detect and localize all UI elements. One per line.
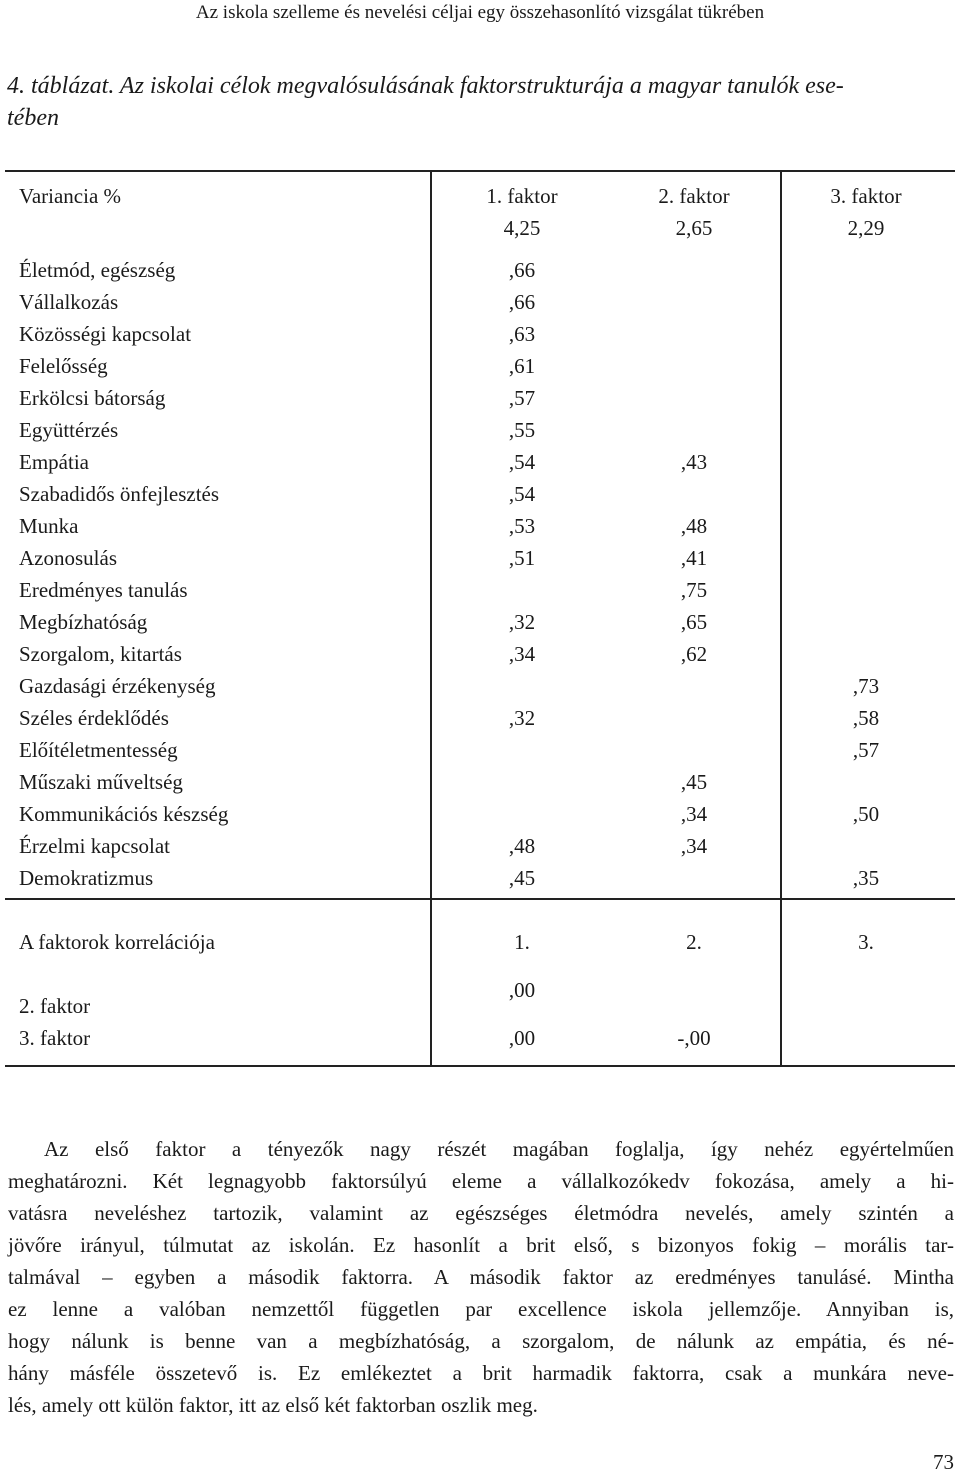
variance-label: Variancia % xyxy=(19,184,122,208)
correlation-row-label: 2. faktor xyxy=(19,994,91,1018)
loading-f3: ,57 xyxy=(852,738,880,762)
row-label: Megbízhatóság xyxy=(19,610,148,634)
loading-f2: ,34 xyxy=(680,834,708,858)
factor-1-variance: 4,25 xyxy=(503,216,541,240)
loading-f1: ,32 xyxy=(508,610,536,634)
row-label: Vállalkozás xyxy=(19,290,119,314)
row-label: Erkölcsi bátorság xyxy=(19,386,166,410)
loading-f1: ,57 xyxy=(508,386,536,410)
paragraph-line: Az első faktor a tényezők nagy részét magában foglalja, így nehéz egyértelműen xyxy=(44,1137,954,1161)
correlation-value-1: ,00 xyxy=(508,1026,536,1050)
loading-f3: ,73 xyxy=(852,674,880,698)
row-label: Demokratizmus xyxy=(19,866,154,890)
loading-f1: ,54 xyxy=(508,450,536,474)
loading-f1: ,51 xyxy=(508,546,536,570)
paragraph-line: hány másféle összetevő is. Ez emlékeztet a brit harmadik faktorra, csak a munkára neve- xyxy=(8,1361,954,1385)
row-label: Kommunikációs készség xyxy=(19,802,229,826)
running-head: Az iskola szelleme és nevelési céljai egy összehasonlító vizsgálat tükrében xyxy=(195,2,765,23)
factor-2-header: 2. faktor xyxy=(658,184,730,208)
paragraph-line: vatásra neveléshez tartozik, valamint az egészséges életmódra nevelés, amely szintén a xyxy=(8,1201,954,1225)
loading-f3: ,50 xyxy=(852,802,880,826)
loading-f3: ,58 xyxy=(852,706,880,730)
loading-f2: ,75 xyxy=(680,578,708,602)
table-caption xyxy=(7,70,957,134)
row-label: Közösségi kapcsolat xyxy=(19,322,192,346)
loading-f1: ,61 xyxy=(508,354,536,378)
correlation-value-1: ,00 xyxy=(508,978,536,1002)
loading-f1: ,48 xyxy=(508,834,536,858)
loading-f2: ,48 xyxy=(680,514,708,538)
row-label: Szorgalom, kitartás xyxy=(19,642,182,666)
correlation-row-label: 3. faktor xyxy=(19,1026,91,1050)
row-label: Szabadidős önfejlesztés xyxy=(19,482,220,506)
row-label: Széles érdeklődés xyxy=(19,706,169,730)
loading-f2: ,43 xyxy=(680,450,708,474)
row-label: Gazdasági érzékenység xyxy=(19,674,216,698)
row-label: Empátia xyxy=(19,450,89,474)
loading-f1: ,66 xyxy=(508,258,536,282)
loading-f1: ,32 xyxy=(508,706,536,730)
body-paragraph xyxy=(8,1133,954,1421)
page-number: 73 xyxy=(933,1450,954,1474)
factor-3-header: 3. faktor xyxy=(830,184,902,208)
row-label: Műszaki műveltség xyxy=(19,770,183,794)
table-horizontal-rule xyxy=(5,898,955,900)
loading-f2: ,62 xyxy=(680,642,708,666)
paragraph-line: ez lenne a valóban nemzettől független par excellence iskola jellemzője. Annyiban is, xyxy=(8,1297,954,1321)
factor-3-variance: 2,29 xyxy=(847,216,885,240)
loading-f2: ,45 xyxy=(680,770,708,794)
correlation-header-2: 2. xyxy=(686,930,702,954)
correlation-title: A faktorok korrelációja xyxy=(19,930,215,954)
paragraph-line: talmával – egyben a második faktorra. A második faktor az eredményes tanulásé. Mintha xyxy=(8,1265,954,1289)
paragraph-line: hogy nálunk is benne van a megbízhatóság, a szorgalom, de nálunk az empátia, és né- xyxy=(8,1329,954,1353)
correlation-value-2: -,00 xyxy=(677,1026,711,1050)
loading-f1: ,53 xyxy=(508,514,536,538)
correlation-header-3: 3. xyxy=(858,930,874,954)
factor-1-header: 1. faktor xyxy=(486,184,558,208)
loading-f2: ,41 xyxy=(680,546,708,570)
paragraph-line: lés, amely ott külön faktor, itt az első két faktorban oszlik meg. xyxy=(8,1393,538,1417)
table-caption-line: 4. táblázat. Az iskolai célok megvalósulásának faktorstrukturája a magyar tanulók ese- xyxy=(7,73,844,99)
loading-f1: ,45 xyxy=(508,866,536,890)
loading-f1: ,63 xyxy=(508,322,536,346)
loading-f1: ,55 xyxy=(508,418,536,442)
paragraph-line: jövőre irányul, túlmutat az iskolán. Ez hasonlít a brit első, s bizonyos fokig – morális tar- xyxy=(8,1233,954,1257)
row-label: Életmód, egészség xyxy=(19,258,176,282)
row-label: Együttérzés xyxy=(19,418,119,442)
table-vertical-rule xyxy=(430,172,432,1065)
row-label: Felelősség xyxy=(19,354,108,378)
loading-f3: ,35 xyxy=(852,866,880,890)
row-label: Munka xyxy=(19,514,79,538)
row-label: Azonosulás xyxy=(19,546,117,570)
correlation-header-1: 1. xyxy=(514,930,530,954)
loading-f1: ,54 xyxy=(508,482,536,506)
paragraph-line: meghatározni. Két legnagyobb faktorsúlyú eleme a vállalkozókedv fokozása, amely a hi- xyxy=(8,1169,954,1193)
row-label: Eredményes tanulás xyxy=(19,578,188,602)
row-label: Érzelmi kapcsolat xyxy=(19,834,171,858)
loading-f2: ,34 xyxy=(680,802,708,826)
factor-2-variance: 2,65 xyxy=(675,216,713,240)
table-caption-line: tében xyxy=(7,105,59,131)
factor-table xyxy=(5,170,955,1067)
loading-f2: ,65 xyxy=(680,610,708,634)
loading-f1: ,66 xyxy=(508,290,536,314)
row-label: Előítéletmentesség xyxy=(19,738,178,762)
loading-f1: ,34 xyxy=(508,642,536,666)
